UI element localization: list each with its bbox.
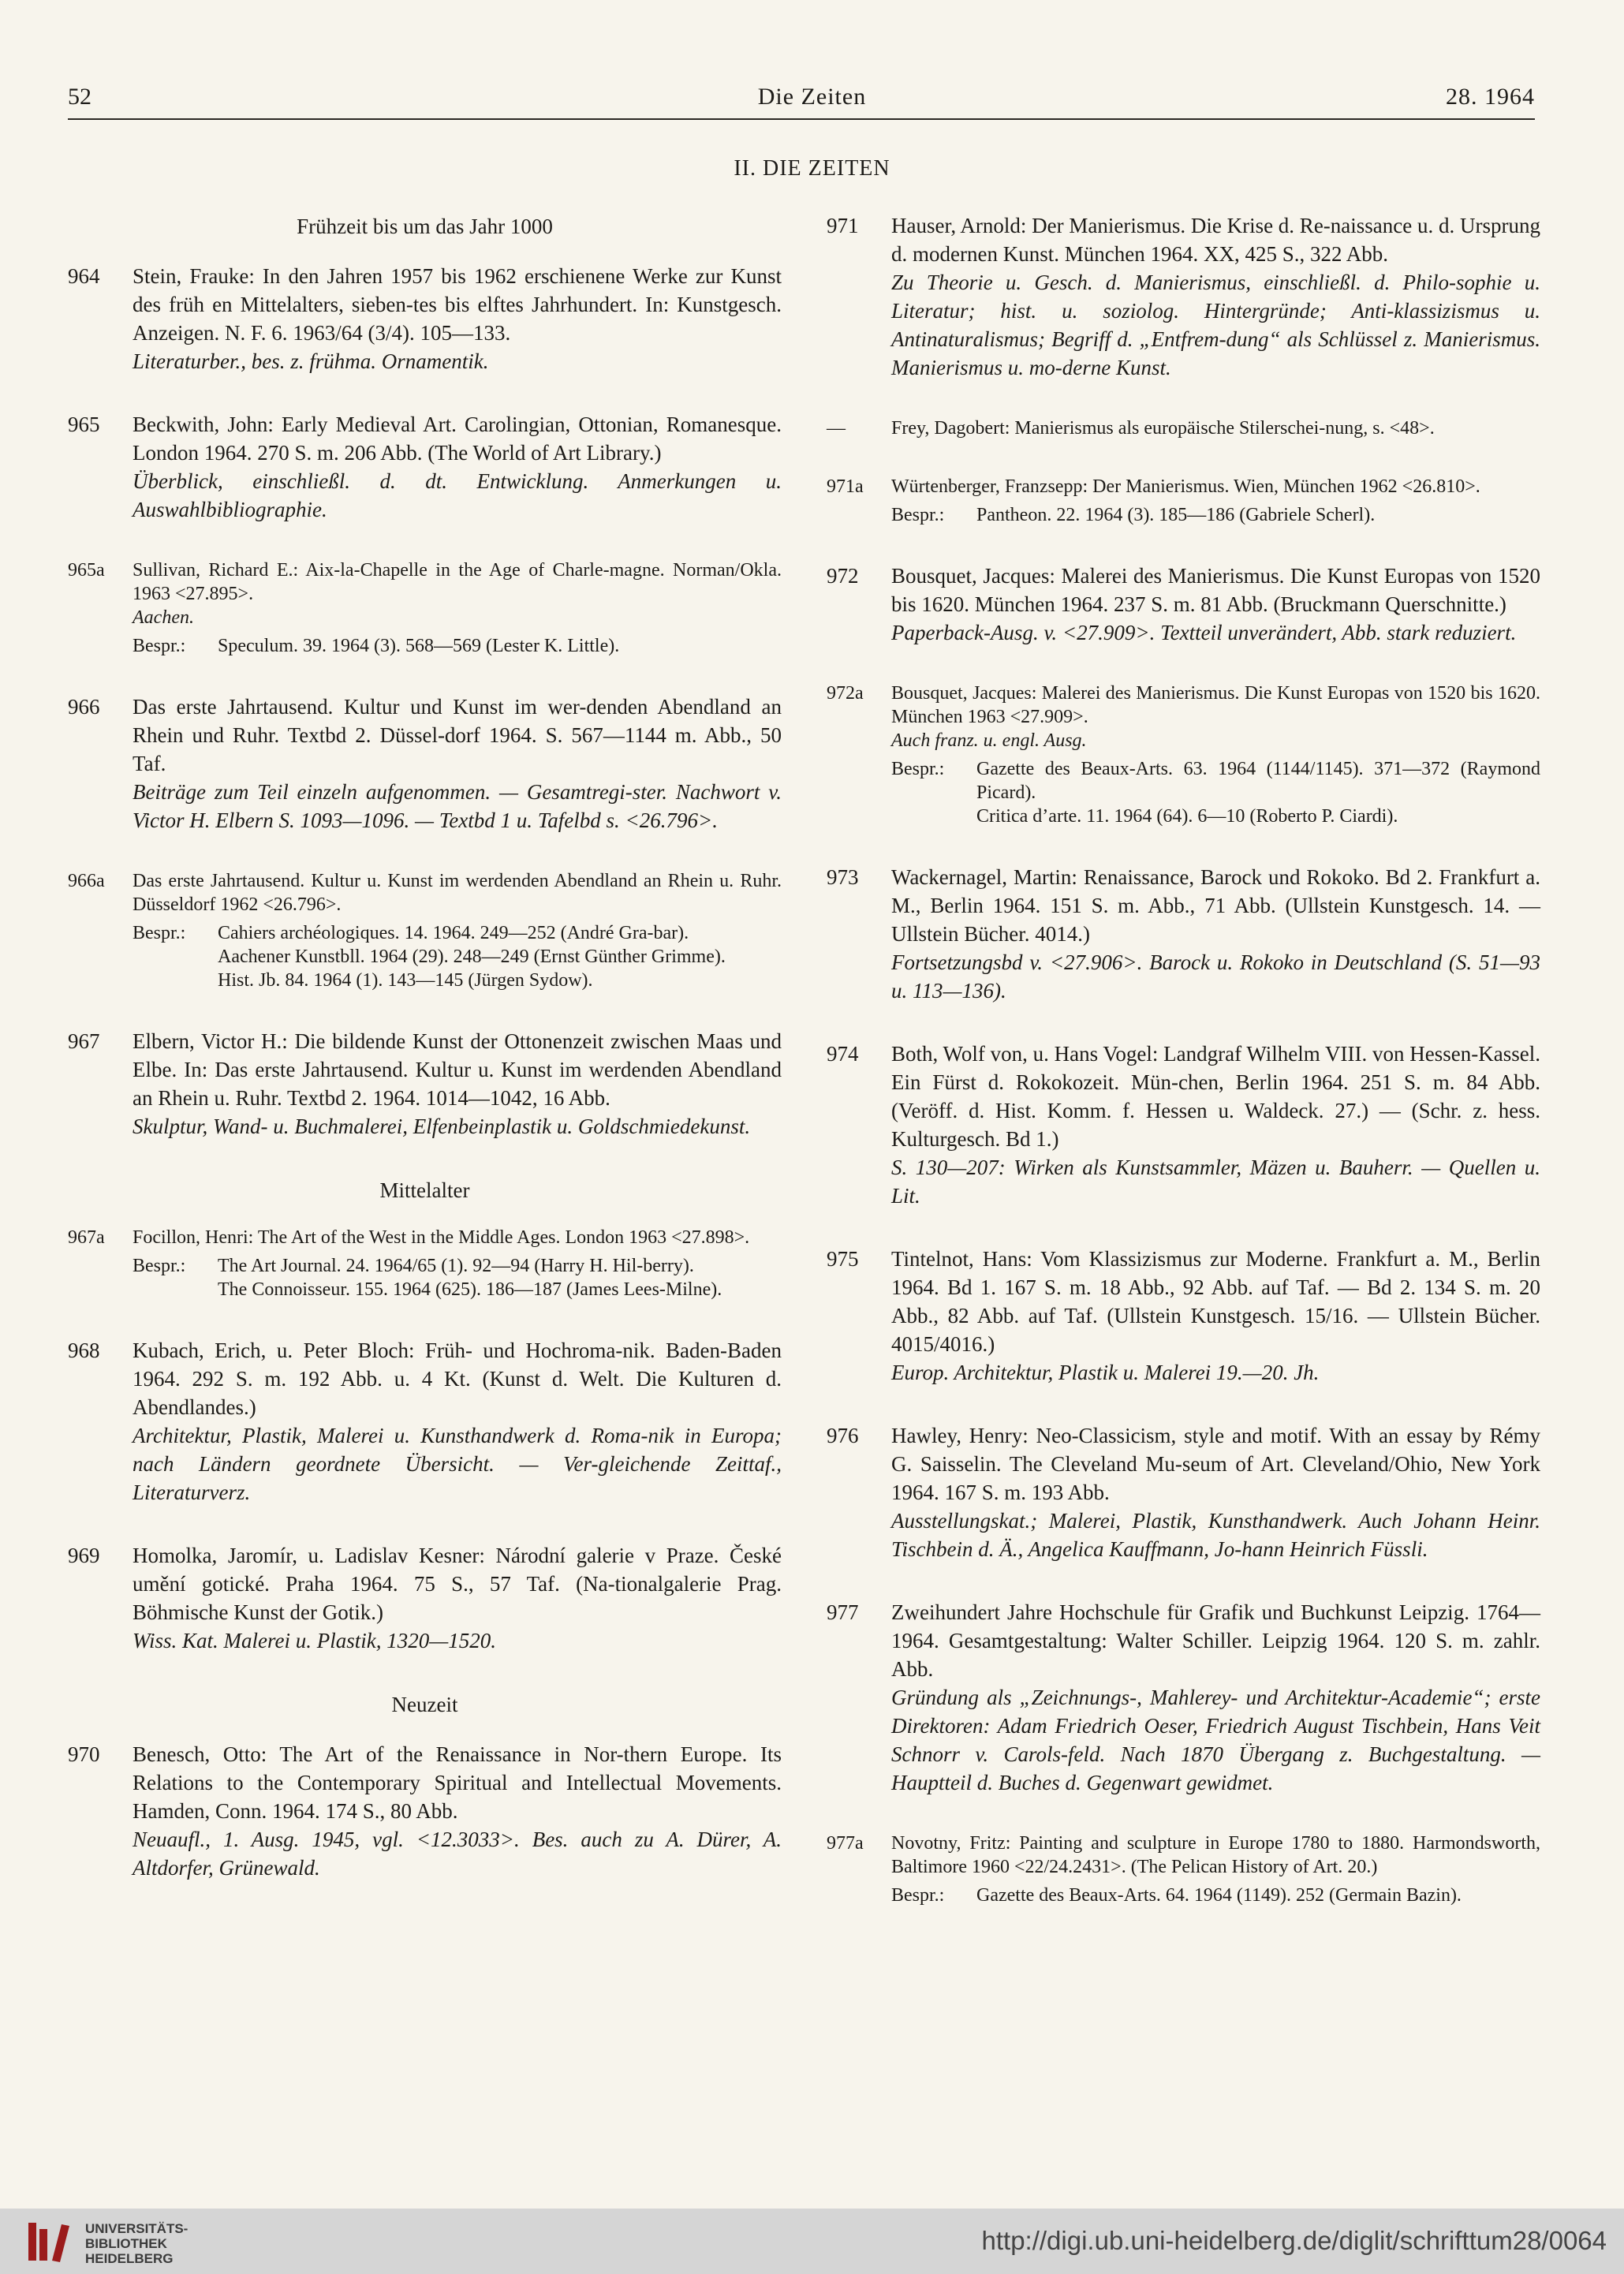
entry-number: —: [827, 418, 846, 439]
entry-citation: Bousquet, Jacques: Malerei des Manierismus. Die Kunst Europas von 1520 bis 1620. München 1963 <27.909>.: [891, 683, 1540, 727]
entry-annotation: Architektur, Plastik, Malerei u. Kunsthandwerk d. Roma-nik in Europa; nach Ländern geordnete Übersicht. — Ver-gleichende Zeittaf., Literaturverz.: [133, 1424, 782, 1504]
entry-number: 969: [68, 1544, 100, 1567]
library-name-line: HEIDELBERG: [85, 2251, 174, 2266]
entry-annotation: Wiss. Kat. Malerei u. Plastik, 1320—1520.: [133, 1629, 496, 1652]
entry-number: 974: [827, 1042, 859, 1066]
bibliography-entry: [827, 1245, 1540, 1387]
bibliography-entry: [68, 1541, 782, 1655]
footer-bar: [0, 2209, 1624, 2274]
page-number: 52: [68, 84, 91, 110]
entry-annotation: S. 130—207: Wirken als Kunstsammler, Mäzen u. Bauherr. — Quellen u. Lit.: [891, 1156, 1540, 1208]
bibliography-entry: [827, 863, 1540, 1005]
entry-annotation: Fortsetzungsbd v. <27.906>. Barock u. Rokoko in Deutschland (S. 51—93 u. 113—136).: [891, 950, 1540, 1003]
review-block: [891, 503, 1540, 527]
bibliography-entry: [827, 562, 1540, 647]
bibliography-entry: [68, 1226, 782, 1301]
bibliography-entry: [68, 693, 782, 835]
review-citation: Aachener Kunstbll. 1964 (29). 248—249 (Ernst Günther Grimme).: [218, 947, 726, 967]
section-title: II. DIE ZEITEN: [734, 156, 890, 181]
bibliography-entry: [827, 1598, 1540, 1797]
entry-citation: Kubach, Erich, u. Peter Bloch: Früh- und Hochroma-nik. Baden-Baden 1964. 292 S. m. 192 Abb. u. 4 Kt. (Kunst d. Welt. Die Kulturen d. Abendlandes.): [133, 1339, 782, 1419]
review-citation: Cahiers archéologiques. 14. 1964. 249—252 (André Gra-bar).: [218, 923, 689, 943]
review-citation: The Art Journal. 24. 1964/65 (1). 92—94 (Harry H. Hil-berry).: [218, 1256, 694, 1276]
entry-citation: Zweihundert Jahre Hochschule für Grafik und Buchkunst Leipzig. 1764—1964. Gesamtgestaltung: Walter Schiller. Leipzig 1964. 120 S. m. zahlr. Abb.: [891, 1600, 1540, 1681]
entry-number: 966: [68, 695, 100, 719]
library-logo-icon: [25, 2218, 73, 2265]
bibliography-entry: [68, 1336, 782, 1507]
subsection-heading: Mittelalter: [379, 1178, 470, 1202]
entry-number: 975: [827, 1247, 859, 1271]
review-label: Bespr.:: [133, 636, 186, 656]
entry-number: 973: [827, 865, 859, 889]
review-block: [133, 634, 782, 658]
entry-annotation: Beiträge zum Teil einzeln aufgenommen. — Gesamtregi-ster. Nachwort v. Victor H. Elbern S. 1093—1096. — Textbd 1 u. Tafelbd s. <26.796>.: [133, 780, 782, 832]
entry-number: 965a: [68, 560, 105, 581]
entry-number: 977a: [827, 1833, 864, 1854]
entry-citation: Sullivan, Richard E.: Aix-la-Chapelle in the Age of Charle-magne. Norman/Okla. 1963 <27.895>.: [133, 560, 782, 604]
entry-citation: Focillon, Henri: The Art of the West in the Middle Ages. London 1963 <27.898>.: [133, 1227, 750, 1248]
entry-annotation: Neuaufl., 1. Ausg. 1945, vgl. <12.3033>. Bes. auch zu A. Dürer, A. Altdorfer, Grünewald.: [133, 1828, 782, 1880]
bibliography-entry: [827, 681, 1540, 828]
review-citation: Critica d’arte. 11. 1964 (64). 6—10 (Roberto P. Ciardi).: [976, 806, 1398, 827]
entry-citation: Bousquet, Jacques: Malerei des Manierismus. Die Kunst Europas von 1520 bis 1620. München 1964. 237 S. m. 81 Abb. (Bruckmann Querschnitte.): [891, 564, 1540, 616]
bibliography-entry: [827, 475, 1540, 527]
review-block: [891, 757, 1540, 828]
subsection-heading: Frühzeit bis um das Jahr 1000: [297, 215, 553, 238]
bibliography-entry: [827, 1421, 1540, 1563]
entry-citation: Novotny, Fritz: Painting and sculpture in Europe 1780 to 1880. Harmondsworth, Baltimore 1960 <22/24.2431>. (The Pelican History of Art. 20.): [891, 1833, 1540, 1877]
entry-citation: Homolka, Jaromír, u. Ladislav Kesner: Národní galerie v Praze. České umění gotické. Praha 1964. 75 S., 57 Taf. (Na-tionalgalerie Prag. Böhmische Kunst der Gotik.): [133, 1544, 782, 1624]
review-block: [133, 1254, 782, 1301]
entry-number: 971: [827, 214, 859, 237]
entry-annotation: Ausstellungskat.; Malerei, Plastik, Kunsthandwerk. Auch Johann Heinr. Tischbein d. Ä., Angelica Kauffmann, Jo-hann Heinrich Füssli.: [891, 1509, 1540, 1561]
entry-annotation: Skulptur, Wand- u. Buchmalerei, Elfenbeinplastik u. Goldschmiedekunst.: [133, 1115, 751, 1138]
entry-citation: Würtenberger, Franzsepp: Der Manierismus. Wien, München 1962 <26.810>.: [891, 476, 1480, 497]
entry-citation: Hawley, Henry: Neo-Classicism, style and motif. With an essay by Rémy G. Saisselin. The Cleveland Mu-seum of Art. Cleveland/Ohio, New York 1964. 167 S. m. 193 Abb.: [891, 1424, 1540, 1504]
entry-annotation: Europ. Architektur, Plastik u. Malerei 19.—20. Jh.: [891, 1361, 1320, 1384]
left-column: [68, 211, 782, 1917]
bibliography-entry: [827, 416, 1540, 440]
entry-citation: Beckwith, John: Early Medieval Art. Carolingian, Ottonian, Romanesque. London 1964. 270 S. m. 206 Abb. (The World of Art Library.): [133, 413, 782, 465]
entry-citation: Benesch, Otto: The Art of the Renaissance in Nor-thern Europe. Its Relations to the Contemporary Spiritual and Intellectual Movements. Hamden, Conn. 1964. 174 S., 80 Abb.: [133, 1742, 782, 1823]
entry-citation: Elbern, Victor H.: Die bildende Kunst der Ottonenzeit zwischen Maas und Elbe. In: Das erste Jahrtausend. Kultur u. Kunst im werdenden Abendland an Rhein u. Ruhr. Textbd 2. 1964. 1014—1042, 16 Abb.: [133, 1029, 782, 1110]
bibliography-entry: [68, 1027, 782, 1141]
entry-number: 966a: [68, 871, 105, 891]
review-citation: Gazette des Beaux-Arts. 64. 1964 (1149). 252 (Germain Bazin).: [976, 1885, 1462, 1906]
bibliography-entry: [68, 262, 782, 375]
bibliography-entry: [827, 211, 1540, 382]
entry-citation: Stein, Frauke: In den Jahren 1957 bis 1962 erschienene Werke zur Kunst des früh en Mittelalters, sieben-tes bis elftes Jahrhundert. In: Kunstgesch. Anzeigen. N. F. 6. 1963/64 (3/4). 105—133.: [133, 264, 782, 345]
entry-annotation: Zu Theorie u. Gesch. d. Manierismus, einschließl. d. Philo-sophie u. Literatur; hist. u. soziolog. Hintergründe; Anti-klassizismus u. Antinaturalismus; Begriff d. „Entfrem-dung“ als Schlüssel z. Manierismus. Manierismus u. mo-derne Kunst.: [891, 271, 1540, 379]
review-citation: The Connoisseur. 155. 1964 (625). 186—187 (James Lees-Milne).: [218, 1279, 722, 1300]
review-block: [133, 921, 782, 992]
bibliography-entry: [68, 410, 782, 524]
header-rule: [68, 118, 1535, 120]
entry-number: 972a: [827, 683, 864, 704]
entry-citation: Tintelnot, Hans: Vom Klassizismus zur Moderne. Frankfurt a. M., Berlin 1964. Bd 1. 167 S. m. 18 Abb., 92 Abb. auf Taf. — Bd 2. 134 S. m. 20 Abb., 82 Abb. auf Taf. (Ullstein Kunstgesch. 15/16. — Ullstein Bücher. 4015/4016.): [891, 1247, 1540, 1356]
bibliography-entry: [68, 1740, 782, 1882]
library-name-line: BIBLIOTHEK: [85, 2236, 167, 2251]
entry-citation: Wackernagel, Martin: Renaissance, Barock und Rokoko. Bd 2. Frankfurt a. M., Berlin 1964. 151 S. m. Abb., 71 Abb. (Ullstein Kunstgesch. 14. — Ullstein Bücher. 4014.): [891, 865, 1540, 946]
bibliography-entry: [68, 869, 782, 992]
entry-number: 977: [827, 1600, 859, 1624]
entry-number: 964: [68, 264, 100, 288]
entry-citation: Hauser, Arnold: Der Manierismus. Die Krise d. Re-naissance u. d. Ursprung d. modernen Kunst. München 1964. XX, 425 S., 322 Abb.: [891, 214, 1540, 266]
library-name-line: UNIVERSITÄTS-: [85, 2221, 189, 2236]
library-name: [85, 2221, 188, 2266]
review-citation: Hist. Jb. 84. 1964 (1). 143—145 (Jürgen Sydow).: [218, 970, 593, 991]
review-citation: Pantheon. 22. 1964 (3). 185—186 (Gabriele Scherl).: [976, 505, 1376, 525]
running-date: 28. 1964: [1446, 84, 1535, 110]
entry-annotation: Auch franz. u. engl. Ausg.: [891, 730, 1087, 751]
bibliography-entry: [827, 1040, 1540, 1210]
entry-number: 967a: [68, 1227, 105, 1248]
entry-number: 970: [68, 1742, 100, 1766]
entry-annotation: Paperback-Ausg. v. <27.909>. Textteil unverändert, Abb. stark reduziert.: [891, 621, 1517, 644]
entry-number: 972: [827, 564, 859, 588]
entry-citation: Both, Wolf von, u. Hans Vogel: Landgraf Wilhelm VIII. von Hessen-Kassel. Ein Fürst d. Rokokozeit. Mün-chen, Berlin 1964. 251 S. m. 84 Abb. (Veröff. d. Hist. Komm. f. Hessen u. Waldeck. 27.) — (Schr. z. hess. Kulturgesch. Bd 1.): [891, 1042, 1540, 1151]
entry-number: 971a: [827, 476, 864, 497]
entry-annotation: Gründung als „Zeichnungs-, Mahlerey- und Architektur-Academie“; erste Direktoren: Adam Friedrich Oeser, Friedrich August Tischbein, Hans Veit Schnorr v. Carols-feld. Nach 1870 Übergang z. Buchgestaltung. — Hauptteil d. Buches d. Gegenwart gewidmet.: [891, 1686, 1540, 1794]
bibliography-entry: [827, 1832, 1540, 1907]
review-block: [891, 1884, 1540, 1907]
right-column: [827, 211, 1540, 1942]
review-label: Bespr.:: [891, 505, 945, 525]
entry-number: 968: [68, 1339, 100, 1362]
running-title: Die Zeiten: [757, 84, 867, 110]
source-url-link[interactable]: http://digi.ub.uni-heidelberg.de/diglit/schrifttum28/0064: [981, 2226, 1607, 2255]
entry-number: 967: [68, 1029, 100, 1053]
review-citation: Speculum. 39. 1964 (3). 568—569 (Lester K. Little).: [218, 636, 620, 656]
entry-citation: Frey, Dagobert: Manierismus als europäische Stilerschei-nung, s. <48>.: [891, 418, 1435, 439]
entry-number: 976: [827, 1424, 859, 1447]
review-label: Bespr.:: [891, 759, 945, 779]
review-citation: Gazette des Beaux-Arts. 63. 1964 (1144/1145). 371—372 (Raymond Picard).: [976, 759, 1540, 803]
entry-citation: Das erste Jahrtausend. Kultur und Kunst im wer-denden Abendland an Rhein und Ruhr. Textbd 2. Düssel-dorf 1964. S. 567—1144 m. Abb., 50 Taf.: [133, 695, 782, 775]
entry-annotation: Überblick, einschließl. d. dt. Entwicklung. Anmerkungen u. Auswahlbibliographie.: [133, 469, 782, 521]
bibliography-entry: [68, 558, 782, 658]
entry-annotation: Literaturber., bes. z. frühma. Ornamentik.: [133, 349, 489, 373]
entry-number: 965: [68, 413, 100, 436]
entry-annotation: Aachen.: [133, 607, 194, 628]
review-label: Bespr.:: [891, 1885, 945, 1906]
entry-citation: Das erste Jahrtausend. Kultur u. Kunst im werdenden Abendland an Rhein u. Ruhr. Düsseldorf 1962 <26.796>.: [133, 871, 782, 915]
review-label: Bespr.:: [133, 923, 186, 943]
review-label: Bespr.:: [133, 1256, 186, 1276]
subsection-heading: Neuzeit: [391, 1693, 458, 1716]
